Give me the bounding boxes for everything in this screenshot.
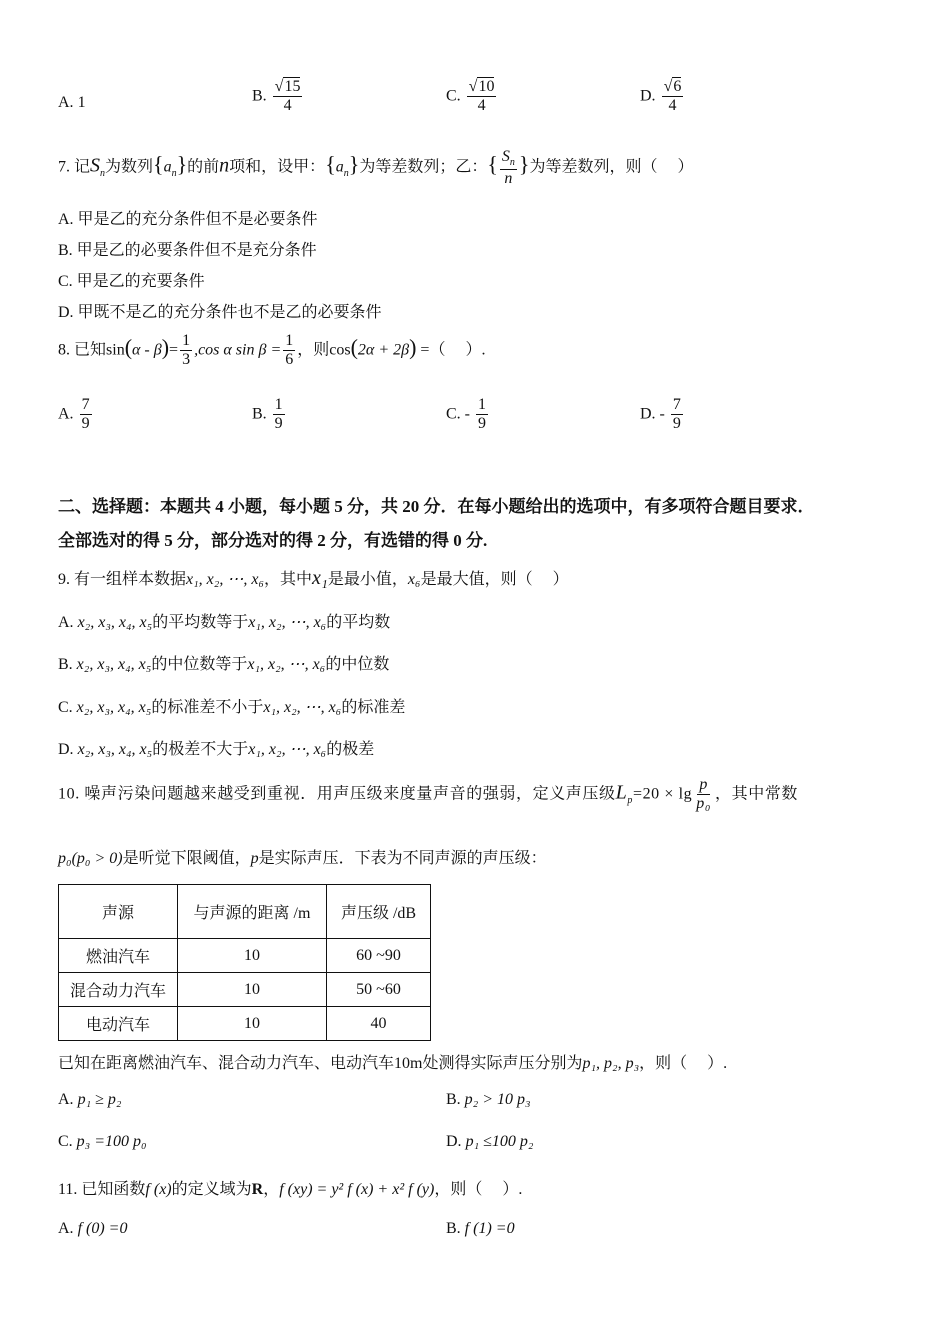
- table-header-row: [59, 885, 431, 939]
- q9-option-b: B. x₂, x₃, x₄, x₅的中位数等于x₁, x₂, ⋯, x₆的中位数: [58, 656, 390, 673]
- q7-option-b: B. 甲是乙的必要条件但不是充分条件: [58, 242, 317, 259]
- q7-fraction: $\frac{S_n}{n}$: [501, 148, 515, 187]
- q9-option-d: D. x₂, x₃, x₄, x₅的极差不大于x₁, x₂, ⋯, x₆的极差: [58, 741, 375, 758]
- q9-option-a: A. x₂, x₃, x₄, x₅的平均数等于x₁, x₂, ⋯, x₆的平均数: [58, 614, 391, 631]
- q7-option-d: D. 甲既不是乙的充分条件也不是乙的必要条件: [58, 304, 382, 321]
- sound-level-table: [58, 884, 431, 1041]
- q9-option-c: C. x₂, x₃, x₄, x₅的标准差不小于x₁, x₂, ⋯, x₆的标准差: [58, 699, 406, 716]
- q8-option-b: B. $\frac{1}{9}$: [252, 396, 283, 433]
- table-header-cell: 声压级 /dB: [327, 885, 431, 939]
- table-cell: 燃油汽车: [59, 939, 178, 973]
- section-heading-line-2: 全部选对的得 5 分，部分选对的得 2 分，有选错的得 0 分.: [58, 531, 488, 550]
- table-row: [59, 973, 431, 1007]
- table-cell: 50 ~60: [327, 973, 431, 1007]
- q11-option-b: B. f (1) =0: [446, 1220, 515, 1237]
- q11-option-a: A. f (0) =0: [58, 1220, 128, 1237]
- q6-d-fraction: $\frac{√6}{4}$: [663, 78, 682, 115]
- q10-option-a: A. p₁ ≥ p₂: [58, 1091, 122, 1108]
- q6-option-b: B. $\frac{√15}{4}$: [252, 78, 301, 115]
- q10-option-b: B. p₂ > 10 p₃: [446, 1091, 531, 1108]
- q8-stem: 8. 已知sin(α - β)= $\frac{1}{3}$ ,cos α sin β = $\frac{1}{6}$ ，则cos(2α + 2β) =（ ）.: [58, 332, 486, 369]
- q6-option-d: D. $\frac{√6}{4}$: [640, 78, 682, 115]
- table-header-cell: 声源: [59, 885, 178, 939]
- q7-option-c: C. 甲是乙的充要条件: [58, 273, 205, 290]
- q8-option-c: C. - $\frac{1}{9}$: [446, 396, 486, 433]
- table-row: [59, 939, 431, 973]
- q8-option-a: A. $\frac{7}{9}$: [58, 396, 90, 433]
- q10-stem-line-1: 10. 噪声污染问题越来越受到重视．用声压级来度量声音的强弱，定义声压级$L_p=20 \times \lg$ $\frac{p}{\text{p₀}}$ ，其中常数: [58, 776, 799, 813]
- table-header-cell: 与声源的距离 /m: [178, 885, 327, 939]
- table-cell: 10: [178, 973, 327, 1007]
- q10-stem-line-2: p₀(p₀ > 0)是听觉下限阈值，p是实际声压．下表为不同声源的声压级：: [58, 850, 547, 867]
- q10-option-d: D. p₁ ≤100 p₂: [446, 1133, 534, 1150]
- table-cell: 10: [178, 1007, 327, 1041]
- q11-stem: 11. 已知函数f (x)的定义域为R，f (xy) = y² f (x) + x² f (y)，则（ ）.: [58, 1181, 523, 1198]
- q10-option-c: C. p₃ =100 p₀: [58, 1133, 147, 1150]
- q10-fraction: $\frac{p}{\text{p₀}}$: [696, 776, 712, 813]
- q6-option-a: A. 1: [58, 94, 86, 111]
- q8-fraction-2: $\frac{1}{6}$: [285, 332, 294, 369]
- q6-c-fraction: $\frac{√10}{4}$: [468, 78, 495, 115]
- q10-stem-line-3: 已知在距离燃油汽车、混合动力汽车、电动汽车10m处测得实际声压分别为p₁, p₂, p₃，则（ ）.: [58, 1055, 728, 1072]
- table-cell: 60 ~90: [327, 939, 431, 973]
- q7-option-a: A. 甲是乙的充分条件但不是必要条件: [58, 211, 318, 228]
- q6-b-fraction: $\frac{√15}{4}$: [274, 78, 301, 115]
- q7-stem: 7. 记$S_n$为数列$\{a_n\}$的前n项和，设甲：$\{a_n\}$为等差数列；乙：{ $\frac{S_n}{n}$ }为等差数列，则（ ）: [58, 148, 694, 187]
- q9-stem: 9. 有一组样本数据x₁, x₂, ⋯, x₆，其中x₁是最小值，x₆是最大值，则（ ）: [58, 567, 569, 589]
- q6-option-c: C. $\frac{√10}{4}$: [446, 78, 495, 115]
- table-cell: 电动汽车: [59, 1007, 178, 1041]
- table-row: [59, 1007, 431, 1041]
- q8-option-d: D. - $\frac{7}{9}$: [640, 396, 681, 433]
- table-cell: 40: [327, 1007, 431, 1041]
- table-cell: 10: [178, 939, 327, 973]
- table-cell: 混合动力汽车: [59, 973, 178, 1007]
- q8-fraction-1: $\frac{1}{3}$: [182, 332, 191, 369]
- section-heading-line-1: 二、选择题：本题共 4 小题，每小题 5 分，共 20 分．在每小题给出的选项中，有多项符合题目要求．: [58, 497, 815, 516]
